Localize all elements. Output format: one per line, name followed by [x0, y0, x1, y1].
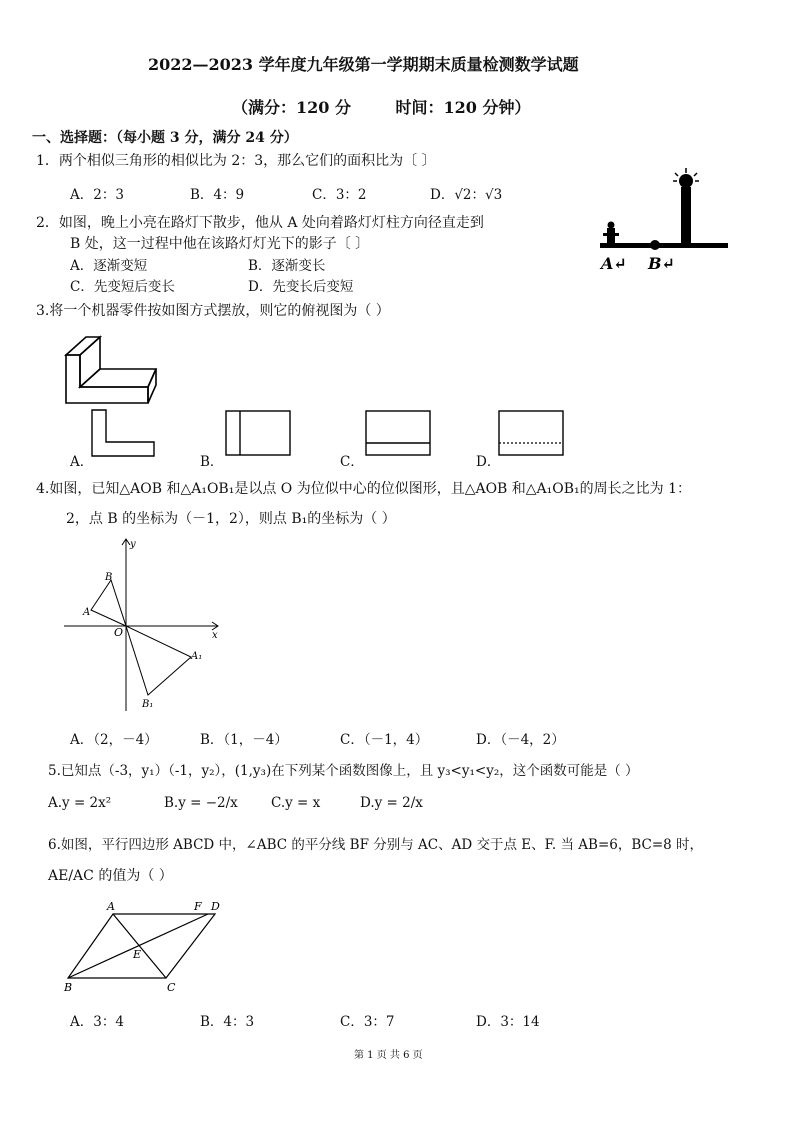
question-5-option-a: A.y = 2x² — [48, 795, 112, 811]
question-1-option-d: D．√2：√3 — [430, 187, 503, 203]
axis-x-label: x — [212, 630, 218, 641]
question-6-option-b: B．4：3 — [200, 1014, 255, 1030]
street-lamp-figure — [598, 165, 738, 275]
vertex-c-label: C — [167, 981, 176, 994]
section-heading: 一、选择题：（每小题 3 分，满分 24 分） — [32, 130, 298, 146]
vertex-b-label: B — [64, 981, 73, 994]
question-2-line-1: 2．如图，晚上小亮在路灯下散步，他从 A 处向着路灯灯柱方向径直走到 — [36, 215, 484, 231]
question-6-option-d: D．3：14 — [476, 1014, 540, 1030]
machine-part-figure — [58, 325, 158, 410]
question-6-line-2: AE/AC 的值为（ ） — [48, 868, 173, 884]
question-4-option-a: A．（2，－4） — [70, 732, 158, 748]
point-a1-label: A₁ — [191, 651, 203, 662]
question-6-line-1: 6.如图，平行四边形 ABCD 中，∠ABC 的平分线 BF 分别与 AC、AD 交于点 E、F. 当 AB=6，BC=8 时， — [48, 837, 704, 853]
axis-y-label: y — [130, 539, 136, 550]
question-2-option-d: D．先变长后变短 — [248, 279, 354, 295]
point-b-label: B — [105, 572, 113, 583]
option-d-rect — [497, 409, 567, 459]
question-2-option-c: C．先变短后变长 — [70, 279, 175, 295]
question-3-option-a: A． — [70, 454, 94, 470]
vertex-d-label: D — [211, 900, 220, 913]
option-c-rect — [364, 409, 434, 459]
point-e-label: E — [133, 948, 142, 961]
option-a-l-shape — [88, 408, 158, 460]
question-4-line-2: 2，点 B 的坐标为（－1，2），则点 B₁的坐标为（ ） — [66, 511, 396, 527]
question-1-option-c: C．3：2 — [312, 187, 367, 203]
point-b1-label: B₁ — [142, 699, 154, 710]
question-4-option-b: B．（1，－4） — [200, 732, 288, 748]
question-5-option-d: D.y = 2/x — [360, 795, 423, 811]
question-6-option-c: C．3：7 — [340, 1014, 395, 1030]
vertex-a-label: A — [107, 900, 115, 913]
question-2-line-2: B 处，这一过程中他在该路灯灯光下的影子〔 〕 — [70, 236, 370, 252]
question-5-text: 5.已知点（-3，y₁）（-1，y₂），(1,y₃)在下列某个函数图像上，且 y₃<y₁<y₂，这个函数可能是（ ） — [48, 763, 639, 779]
question-1-text: 1．两个相似三角形的相似比为 2：3，那么它们的面积比为〔 〕 — [36, 153, 436, 169]
parallelogram-figure — [60, 898, 230, 998]
page-title: 2022—2023 学年度九年级第一学期期末质量检测数学试题 — [148, 55, 579, 74]
question-3-option-d: D． — [476, 454, 501, 470]
question-3-text: 3.将一个机器零件按如图方式摆放，则它的俯视图为（ ） — [36, 303, 390, 319]
question-6-option-a: A．3：4 — [70, 1014, 124, 1030]
vertex-f-label: F — [194, 900, 202, 913]
question-2-option-a: A．逐渐变短 — [70, 258, 148, 274]
question-5-option-b: B.y = −2/x — [164, 795, 238, 811]
point-o-label: O — [114, 626, 124, 639]
question-4-option-c: C．（－1，4） — [340, 732, 429, 748]
point-a-label: A — [83, 607, 91, 618]
page-number: 第 1 页 共 6 页 — [354, 1050, 423, 1061]
question-1-option-a: A．2：3 — [70, 187, 124, 203]
question-4-option-d: D．（－4，2） — [476, 732, 565, 748]
page-subtitle: （满分：120 分 时间：120 分钟） — [232, 98, 531, 117]
question-2-option-b: B．逐渐变长 — [248, 258, 326, 274]
question-1-option-b: B．4：9 — [190, 187, 245, 203]
question-5-option-c: C.y = x — [271, 795, 321, 811]
question-4-line-1: 4.如图，已知△AOB 和△A₁OB₁是以点 O 为位似中心的位似图形，且△AOB 和△A₁OB₁的周长之比为 1： — [36, 481, 692, 497]
question-3-option-b: B． — [200, 454, 224, 470]
coordinate-figure — [60, 535, 230, 715]
option-b-rect — [224, 409, 294, 459]
question-3-option-c: C． — [340, 454, 364, 470]
figure-label-b: B↵ — [648, 254, 675, 273]
figure-label-a: A↵ — [601, 254, 627, 273]
